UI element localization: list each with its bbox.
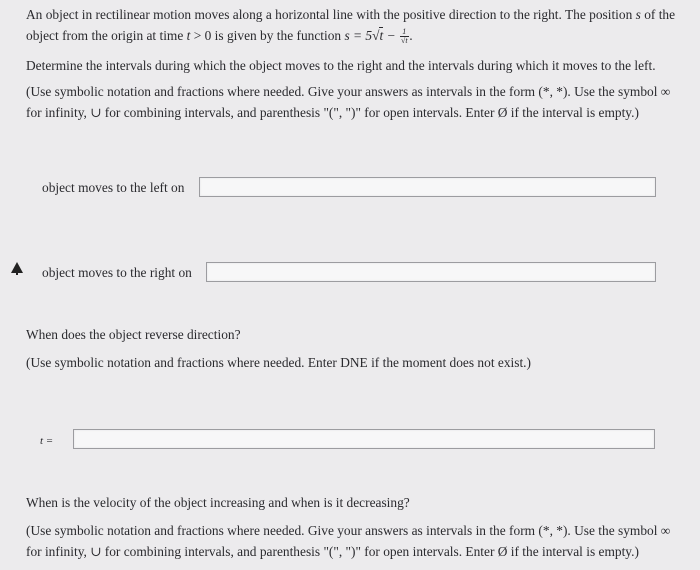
intro-text-3: > 0 is given by the function [190,28,345,43]
q1-instructions: (Use symbolic notation and fractions where needed. Give your answers as intervals in the form (*, *). Use the symbol ∞ for infinity, ∪ for combining intervals, and parenthesis "(", ")" for open intervals. Enter Ø if the interval is empty.) [26,84,671,120]
fraction-denominator: √t [400,36,408,46]
formula-lhs: s = 5 [344,28,373,43]
mouse-pointer-icon [11,262,23,273]
reverse-time-input[interactable] [73,429,655,449]
sqrt-symbol: √ [372,28,380,43]
intro-text-2: of the object from the origin at time [26,7,676,43]
q3-instructions: (Use symbolic notation and fractions where needed. Give your answers as intervals in the form (*, *). Use the symbol ∞ for infinity, ∪ for combining intervals, and parenthesis "(", ")" for open intervals. Enter Ø if the interval is empty.) [26,523,671,559]
q2-instructions: (Use symbolic notation and fractions where needed. Enter DNE if the moment does not exist.) [26,355,531,370]
t-label: t = [40,435,54,447]
var-s: s [635,7,641,22]
position-formula [344,27,413,46]
formula-minus: − [383,28,399,43]
fraction-numerator: 1 [400,28,409,37]
var-t: t [186,28,191,43]
q1-prompt: Determine the intervals during which the object moves to the right and the intervals during which it moves to the left. [26,58,656,73]
formula-fraction [400,28,409,45]
intro-text-1: An object in rectilinear motion moves along a horizontal line with the positive direction to the right. The position [26,7,636,22]
formula-root: t [379,28,384,43]
problem-intro [26,4,686,46]
left-interval-input[interactable] [199,177,656,197]
left-interval-label: object moves to the left on [42,180,185,195]
formula-end: . [409,28,413,43]
right-interval-label: object moves to the right on [42,265,192,280]
q2-prompt: When does the object reverse direction? [26,327,241,342]
right-interval-input[interactable] [206,262,656,282]
q3-prompt: When is the velocity of the object increasing and when is it decreasing? [26,495,410,510]
